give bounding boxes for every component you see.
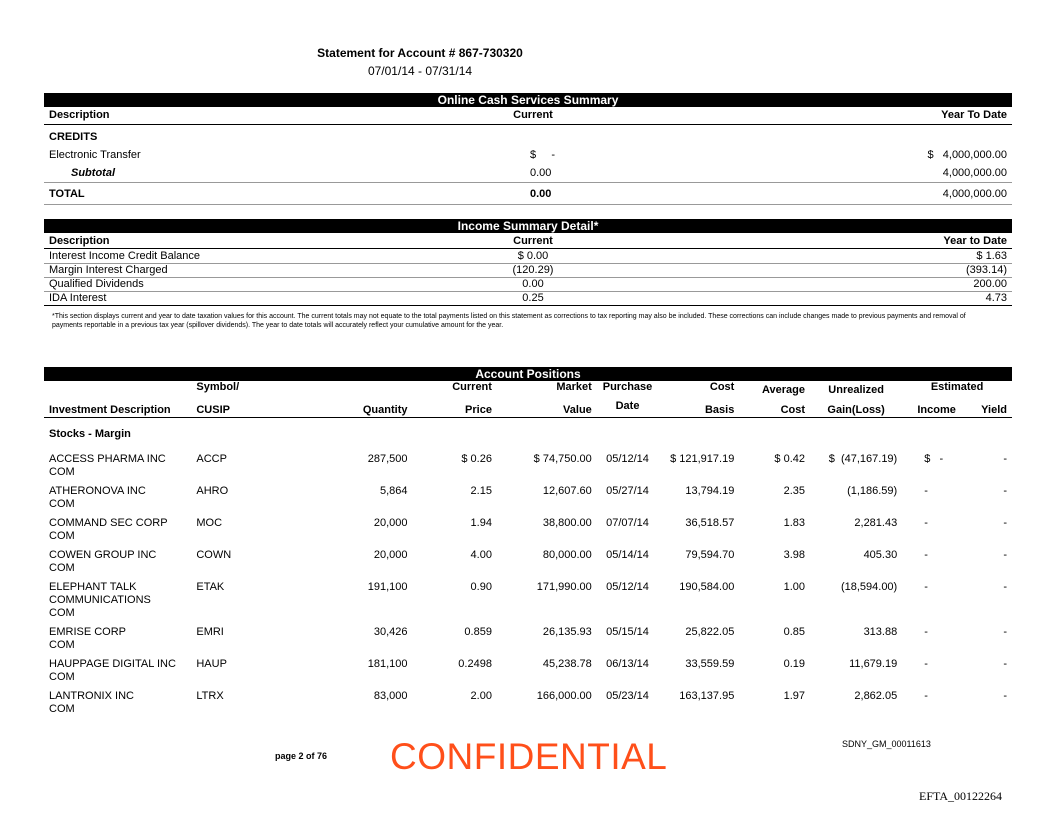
statement-title: Statement for Account # 867-730320 bbox=[317, 46, 523, 60]
header-quantity: Quantity bbox=[362, 404, 408, 416]
income-row-current: $ 0.00 bbox=[517, 250, 549, 262]
position-symbol: MOC bbox=[196, 517, 223, 529]
header-unrealized: Unrealized bbox=[828, 384, 884, 396]
position-symbol: COWN bbox=[196, 549, 232, 561]
position-income: - bbox=[924, 485, 928, 497]
position-market-value: 38,800.00 bbox=[542, 517, 592, 529]
position-price: 0.2498 bbox=[458, 658, 492, 670]
income-col-description: Description bbox=[49, 235, 110, 247]
position-market-value: 171,990.00 bbox=[536, 581, 592, 593]
income-row-label: Qualified Dividends bbox=[49, 278, 144, 290]
cash-col-current: Current bbox=[513, 109, 553, 121]
position-purchase-date: 07/07/14 bbox=[606, 517, 649, 529]
header-quantity-blank bbox=[266, 381, 412, 397]
header-basis: Basis bbox=[704, 404, 735, 416]
position-symbol: HAUP bbox=[196, 658, 227, 670]
header-estimated: Estimated bbox=[930, 381, 984, 393]
position-symbol: ACCP bbox=[196, 453, 227, 465]
income-col-ytd: Year to Date bbox=[943, 235, 1007, 247]
position-symbol: ETAK bbox=[196, 581, 225, 593]
position-yield: - bbox=[1003, 453, 1007, 465]
position-yield: - bbox=[1003, 485, 1007, 497]
income-row-current: 0.25 bbox=[522, 292, 544, 304]
header-purchase: Purchase bbox=[602, 381, 653, 393]
table-row bbox=[44, 482, 1012, 514]
position-price: $ 0.26 bbox=[461, 453, 492, 465]
efta-number: EFTA_00122264 bbox=[919, 789, 1003, 803]
position-income: - bbox=[924, 581, 928, 593]
positions-table bbox=[44, 381, 1012, 719]
income-row-ytd: 200.00 bbox=[973, 278, 1007, 290]
position-average-cost: 3.98 bbox=[783, 549, 806, 561]
cash-row-current: $ - bbox=[530, 149, 556, 161]
position-purchase-date: 05/12/14 bbox=[606, 581, 649, 593]
position-yield: - bbox=[1003, 658, 1007, 670]
table-row bbox=[44, 655, 1012, 687]
position-symbol: LTRX bbox=[196, 690, 224, 702]
cash-col-description: Description bbox=[49, 109, 110, 121]
cash-total-ytd: 4,000,000.00 bbox=[942, 188, 1007, 200]
position-description: COMMAND SEC CORP COM bbox=[49, 517, 168, 542]
position-purchase-date: 06/13/14 bbox=[606, 658, 649, 670]
position-description: HAUPPAGE DIGITAL INC COM bbox=[49, 658, 176, 683]
cash-subtotal-rule bbox=[44, 182, 1012, 183]
position-description: EMRISE CORP COM bbox=[49, 626, 127, 651]
position-unrealized-gain: 2,281.43 bbox=[854, 517, 898, 529]
position-price: 4.00 bbox=[470, 549, 492, 561]
position-description: ATHERONOVA INC COM bbox=[49, 485, 146, 510]
cash-header-rule bbox=[44, 124, 1012, 125]
section-label: Stocks - Margin bbox=[44, 418, 1012, 451]
table-row bbox=[44, 546, 1012, 578]
income-footnote: *This section displays current and year to date taxation values for this account. The current totals may not equate to the total payments listed on this statement as corrections to tax reporting may also be included. These corrections can include changes made to previous payments and removal of payments reportable in a previous tax year (spillover dividends). The year to date totals will accurately reflect your cumulative amount for the year. bbox=[52, 313, 966, 329]
position-yield: - bbox=[1003, 581, 1007, 593]
header-yield: Yield bbox=[981, 404, 1007, 416]
position-cost-basis: 163,137.95 bbox=[679, 690, 735, 702]
positions-header-row-1 bbox=[44, 381, 1012, 397]
cash-subtotal-current: 0.00 bbox=[530, 167, 552, 179]
table-row bbox=[44, 687, 1012, 719]
position-unrealized-gain: 405.30 bbox=[863, 549, 898, 561]
positions-header-row-2 bbox=[44, 397, 1012, 418]
position-unrealized-gain: (1,186.59) bbox=[847, 485, 898, 497]
position-symbol: EMRI bbox=[196, 626, 224, 638]
position-average-cost: 2.35 bbox=[783, 485, 806, 497]
bates-number: SDNY_GM_00011613 bbox=[842, 739, 931, 749]
income-header-rule bbox=[44, 248, 1012, 249]
position-unrealized-gain: $ (47,167.19) bbox=[828, 453, 898, 465]
position-price: 2.15 bbox=[470, 485, 492, 497]
position-purchase-date: 05/23/14 bbox=[606, 690, 649, 702]
income-row-label: Margin Interest Charged bbox=[49, 264, 168, 276]
position-yield: - bbox=[1003, 690, 1007, 702]
income-row-current: 0.00 bbox=[522, 278, 544, 290]
header-cost: Cost bbox=[709, 381, 735, 393]
position-market-value: 166,000.00 bbox=[536, 690, 592, 702]
position-market-value: 26,135.93 bbox=[542, 626, 592, 638]
position-average-cost: 1.00 bbox=[783, 581, 806, 593]
position-purchase-date: 05/12/14 bbox=[606, 453, 649, 465]
position-quantity: 20,000 bbox=[373, 517, 408, 529]
position-purchase-date: 05/27/14 bbox=[606, 485, 649, 497]
position-yield: - bbox=[1003, 549, 1007, 561]
position-purchase-date: 05/14/14 bbox=[606, 549, 649, 561]
position-yield: - bbox=[1003, 626, 1007, 638]
cash-col-ytd: Year To Date bbox=[941, 109, 1007, 121]
table-row bbox=[44, 514, 1012, 546]
position-symbol: AHRO bbox=[196, 485, 229, 497]
income-row-ytd: 4.73 bbox=[985, 292, 1007, 304]
income-row-label: IDA Interest bbox=[49, 292, 107, 304]
position-unrealized-gain: 313.88 bbox=[863, 626, 898, 638]
header-symbol: Symbol/ bbox=[196, 381, 240, 393]
cash-total-current: 0.00 bbox=[530, 188, 552, 200]
position-cost-basis: $ 121,917.19 bbox=[670, 453, 735, 465]
position-price: 0.859 bbox=[464, 626, 492, 638]
header-investment-description: Investment Description bbox=[49, 404, 171, 416]
cash-credits-label: CREDITS bbox=[49, 131, 98, 143]
header-desc-blank bbox=[44, 381, 191, 397]
position-description: COWEN GROUP INC COM bbox=[49, 549, 157, 574]
position-cost-basis: 79,594.70 bbox=[685, 549, 735, 561]
position-unrealized-gain: (18,594.00) bbox=[840, 581, 898, 593]
header-price-2: Price bbox=[465, 404, 492, 416]
position-market-value: 80,000.00 bbox=[542, 549, 592, 561]
position-income: - bbox=[924, 626, 928, 638]
income-row-label: Interest Income Credit Balance bbox=[49, 250, 201, 262]
position-income: - bbox=[924, 549, 928, 561]
position-average-cost: $ 0.42 bbox=[774, 453, 806, 465]
position-income: - bbox=[924, 690, 928, 702]
cash-summary-title: Online Cash Services Summary bbox=[44, 93, 1012, 107]
confidential-stamp: CONFIDENTIAL bbox=[390, 736, 668, 777]
position-price: 1.94 bbox=[470, 517, 492, 529]
cash-total-label: TOTAL bbox=[49, 188, 85, 200]
cash-row-label: Electronic Transfer bbox=[49, 149, 141, 161]
header-date: Date bbox=[615, 400, 640, 412]
header-price: Current bbox=[452, 381, 492, 393]
position-description: ACCESS PHARMA INC COM bbox=[49, 453, 166, 478]
position-cost-basis: 25,822.05 bbox=[685, 626, 735, 638]
header-market: Market bbox=[556, 381, 592, 393]
cash-subtotal-ytd: 4,000,000.00 bbox=[942, 167, 1007, 179]
position-quantity: 181,100 bbox=[367, 658, 408, 670]
header-value: Value bbox=[563, 404, 592, 416]
income-row-ytd: $ 1.63 bbox=[976, 250, 1007, 262]
income-col-current: Current bbox=[513, 235, 553, 247]
position-cost-basis: 33,559.59 bbox=[685, 658, 735, 670]
position-market-value: 12,607.60 bbox=[542, 485, 592, 497]
positions-title: Account Positions bbox=[44, 367, 1012, 381]
position-quantity: 30,426 bbox=[373, 626, 408, 638]
position-price: 0.90 bbox=[470, 581, 492, 593]
position-description: ELEPHANT TALK COMMUNICATIONS COM bbox=[49, 581, 151, 619]
header-gain-loss: Gain(Loss) bbox=[827, 404, 885, 416]
position-market-value: $ 74,750.00 bbox=[533, 453, 592, 465]
cash-subtotal-label: Subtotal bbox=[71, 167, 115, 179]
position-average-cost: 0.85 bbox=[783, 626, 806, 638]
position-average-cost: 1.83 bbox=[783, 517, 806, 529]
position-income: - bbox=[924, 517, 928, 529]
position-purchase-date: 05/15/14 bbox=[606, 626, 649, 638]
position-cost-basis: 190,584.00 bbox=[679, 581, 735, 593]
income-bottom-rule bbox=[44, 305, 1012, 306]
statement-period: 07/01/14 - 07/31/14 bbox=[367, 64, 473, 78]
position-unrealized-gain: 11,679.19 bbox=[849, 658, 898, 670]
position-yield: - bbox=[1003, 517, 1007, 529]
page-number: page 2 of 76 bbox=[275, 751, 328, 761]
position-average-cost: 0.19 bbox=[783, 658, 806, 670]
table-row bbox=[44, 450, 1012, 482]
income-row-ytd: (393.14) bbox=[966, 264, 1007, 276]
position-quantity: 191,100 bbox=[367, 581, 408, 593]
position-description: LANTRONIX INC COM bbox=[49, 690, 134, 715]
cash-total-rule bbox=[44, 204, 1012, 205]
header-cost-2: Cost bbox=[780, 404, 806, 416]
income-summary-title: Income Summary Detail* bbox=[44, 219, 1012, 233]
position-price: 2.00 bbox=[470, 690, 492, 702]
position-market-value: 45,238.78 bbox=[542, 658, 592, 670]
header-average: Average bbox=[762, 384, 806, 396]
table-row bbox=[44, 578, 1012, 623]
position-cost-basis: 13,794.19 bbox=[685, 485, 735, 497]
section-row bbox=[44, 418, 1012, 451]
position-average-cost: 1.97 bbox=[783, 690, 806, 702]
position-quantity: 5,864 bbox=[379, 485, 408, 497]
position-quantity: 83,000 bbox=[373, 690, 408, 702]
income-row-current: (120.29) bbox=[512, 264, 554, 276]
position-income: - bbox=[924, 658, 928, 670]
position-quantity: 20,000 bbox=[373, 549, 408, 561]
position-income: $ - bbox=[924, 453, 944, 465]
header-cusip: CUSIP bbox=[196, 404, 230, 416]
header-income: Income bbox=[917, 404, 956, 416]
cash-row-ytd: $ 4,000,000.00 bbox=[927, 149, 1007, 161]
position-unrealized-gain: 2,862.05 bbox=[854, 690, 898, 702]
table-row bbox=[44, 623, 1012, 655]
position-cost-basis: 36,518.57 bbox=[685, 517, 735, 529]
position-quantity: 287,500 bbox=[367, 453, 408, 465]
